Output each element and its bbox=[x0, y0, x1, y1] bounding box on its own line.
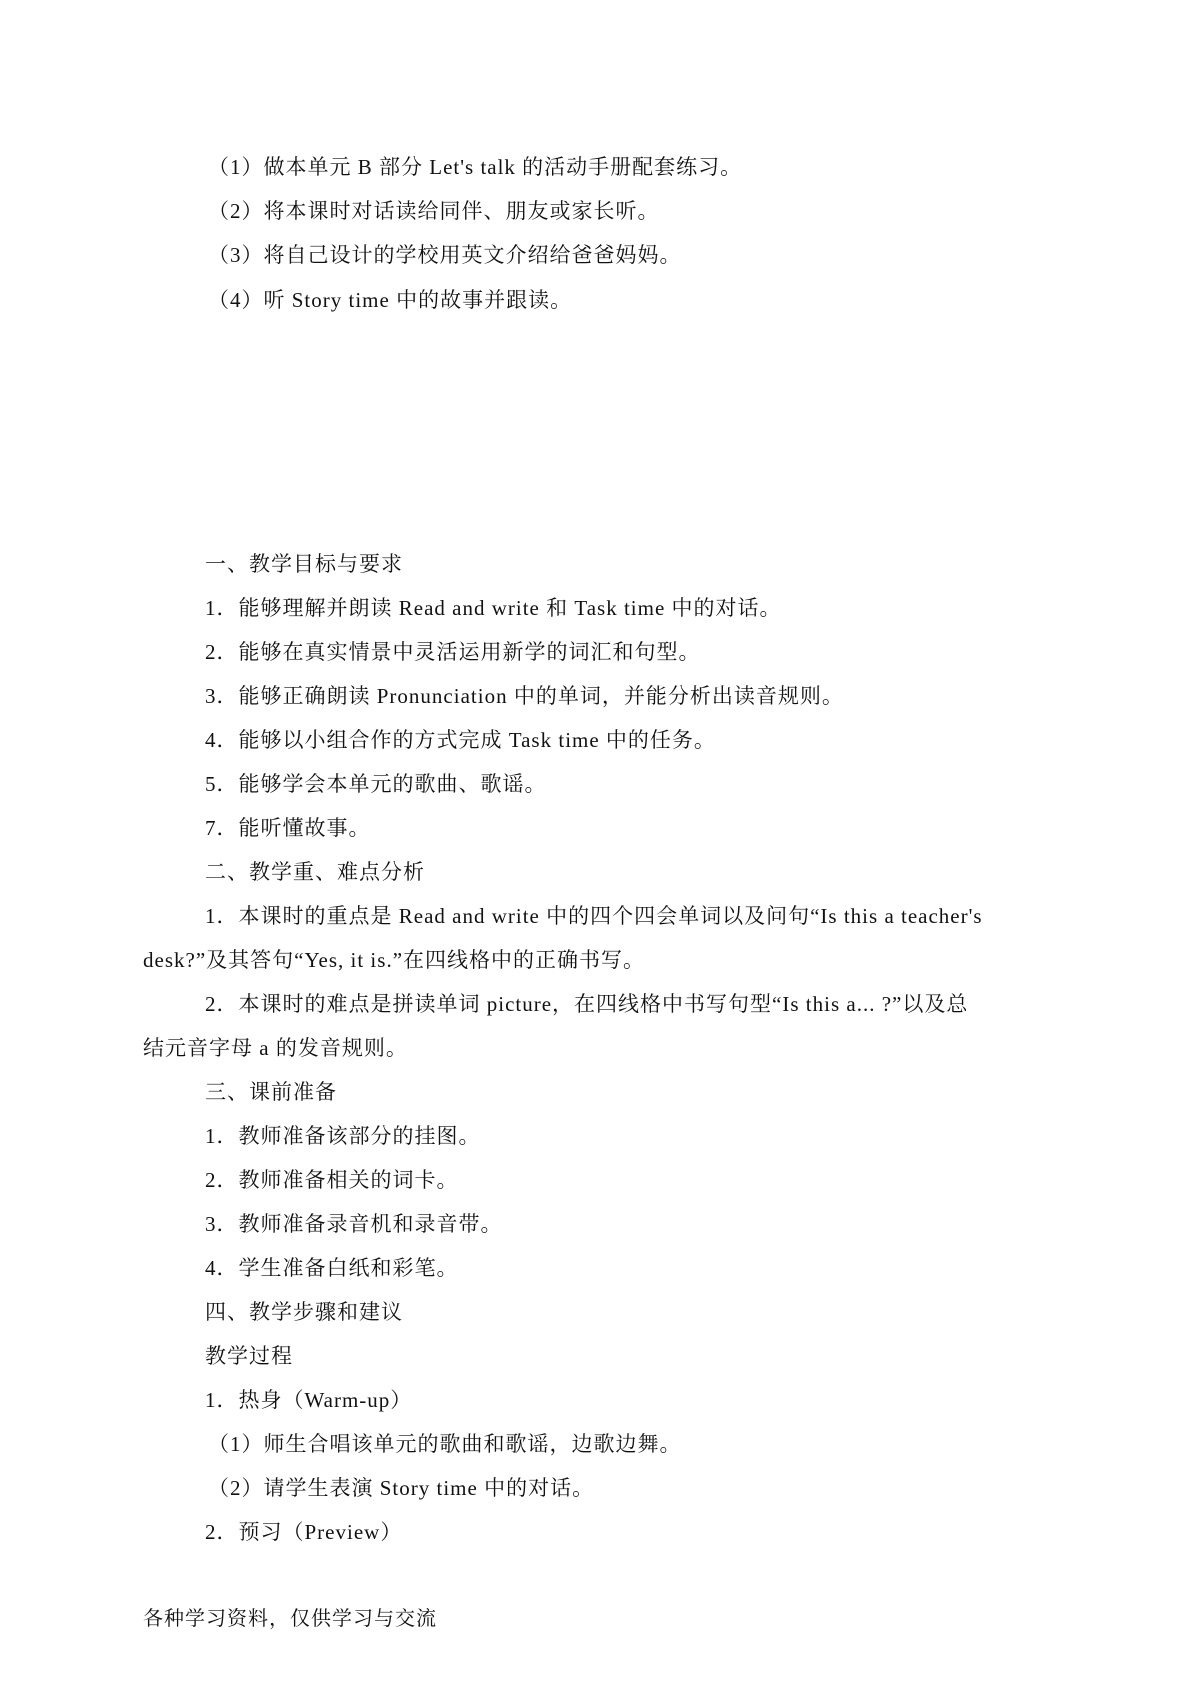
subheading: 教学过程 bbox=[205, 1344, 293, 1368]
objective-item: 2．能够在真实情景中灵活运用新学的词汇和句型。 bbox=[205, 640, 701, 664]
section-heading: 二、教学重、难点分析 bbox=[205, 860, 425, 884]
step-item: （2）请学生表演 Story time 中的对话。 bbox=[208, 1476, 595, 1500]
preparation-item: 4．学生准备白纸和彩笔。 bbox=[205, 1256, 459, 1280]
section-heading: 一、教学目标与要求 bbox=[205, 552, 403, 576]
key-point-line: 1．本课时的重点是 Read and write 中的四个四会单词以及问句“Is this a teacher's bbox=[205, 904, 983, 928]
step-heading: 1．热身（Warm-up） bbox=[205, 1388, 413, 1412]
objective-item: 7．能听懂故事。 bbox=[205, 816, 371, 840]
preparation-item: 1．教师准备该部分的挂图。 bbox=[205, 1124, 481, 1148]
page-footer: 各种学习资料，仅供学习与交流 bbox=[143, 1608, 437, 1630]
objective-item: 1．能够理解并朗读 Read and write 和 Task time 中的对话。 bbox=[205, 596, 782, 620]
objective-item: 4．能够以小组合作的方式完成 Task time 中的任务。 bbox=[205, 728, 716, 752]
preparation-item: 3．教师准备录音机和录音带。 bbox=[205, 1212, 503, 1236]
homework-item: （3）将自己设计的学校用英文介绍给爸爸妈妈。 bbox=[208, 243, 682, 267]
preparation-item: 2．教师准备相关的词卡。 bbox=[205, 1168, 459, 1192]
key-point-line: desk?”及其答句“Yes, it is.”在四线格中的正确书写。 bbox=[143, 948, 646, 972]
step-item: （1）师生合唱该单元的歌曲和歌谣，边歌边舞。 bbox=[208, 1432, 682, 1456]
section-heading: 三、课前准备 bbox=[205, 1080, 337, 1104]
objective-item: 5．能够学会本单元的歌曲、歌谣。 bbox=[205, 772, 547, 796]
homework-item: （4）听 Story time 中的故事并跟读。 bbox=[208, 288, 573, 312]
homework-item: （2）将本课时对话读给同伴、朋友或家长听。 bbox=[208, 199, 660, 223]
objective-item: 3．能够正确朗读 Pronunciation 中的单词，并能分析出读音规则。 bbox=[205, 684, 844, 708]
step-heading: 2．预习（Preview） bbox=[205, 1520, 403, 1544]
section-heading: 四、教学步骤和建议 bbox=[205, 1300, 403, 1324]
difficulty-line: 2．本课时的难点是拼读单词 picture，在四线格中书写句型“Is this a... ?”以及总 bbox=[205, 992, 969, 1016]
homework-item: （1）做本单元 B 部分 Let's talk 的活动手册配套练习。 bbox=[208, 155, 743, 179]
difficulty-line: 结元音字母 a 的发音规则。 bbox=[143, 1036, 408, 1060]
